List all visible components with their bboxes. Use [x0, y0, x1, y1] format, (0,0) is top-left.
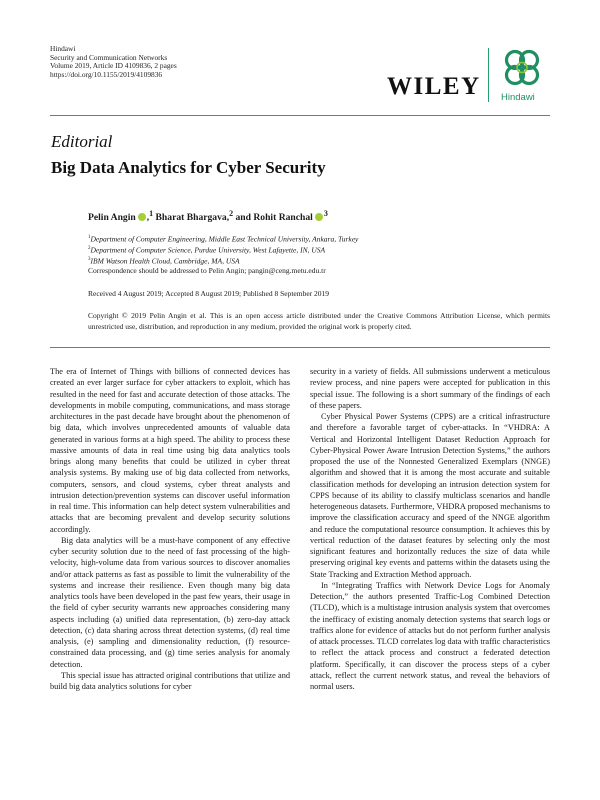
affiliation-mark: 3 — [88, 257, 91, 263]
body-paragraph: This special issue has attracted original contributions that utilize and build big data analytics solutions for cyber — [50, 670, 290, 691]
affiliation-mark: 2 — [88, 246, 91, 252]
affiliation-text: Department of Computer Science, Purdue University, West Lafayette, IN, USA — [90, 245, 326, 255]
affiliation-text: Department of Computer Engineering, Middle East Technical University, Ankara, Turkey — [90, 234, 359, 244]
body-paragraph: security in a variety of fields. All submissions underwent a meticulous review process, and nine papers were accepted for publication in this special issue. The following is a short summary of the findings of each of these papers. — [310, 367, 550, 410]
author-affiliation-mark: 1 — [149, 209, 154, 218]
section-label: Editorial — [51, 132, 113, 151]
author-name: Bharat Bhargava — [155, 212, 227, 224]
header-rule — [50, 115, 550, 116]
body-paragraph: Cyber Physical Power Systems (CPPS) are a critical infrastructure and therefore a favorable target of cyber-attacks. In “VHDRA: A Vertical and Horizontal Intelligent Dataset Reduction Approach for Cyber-Physical Power Aware Intrusion Detection Systems,” the authors proposed the use of the Nonnested Generalized Exemplars (NNGE) algorithm and showed that it is among the most accurate and suitable classification methods for developing an intrusion detection system for CPPS because of its ability to classify multiclass scenarios and handle heterogeneous datasets. Furthermore, VHDRA proposed mechanisms to improve the classification accuracy and speed of the NNGE algorithm and reduce the computational resource consumption. It achieves this by vertical reduction of the dataset features by selecting only the most significant features and horizontally reduces the size of data while preserving original key events and patterns within the datasets using the State Tracking and Extraction Method approach. — [310, 412, 550, 579]
author-name: Rohit Ranchal — [253, 212, 313, 224]
author-affiliation-mark: 2 — [229, 209, 234, 218]
body-paragraph: The era of Internet of Things with billions of connected devices has created an ever larger surface for cyber attackers to exploit, which has resulted in the need for fast and accurate detection of those attacks. The developments in mobile computing, communications, and mass storage architectures in the past decade have brought about the phenomenon of big data, which involves unprecedented amounts of valuable data generated in various forms at a high speed. The ability to process these massive amounts of data in real time using big data analytics tools brings along many benefits that could be utilized in cyber threat analysis systems. By making use of big data collected from networks, computers, sensors, and cloud systems, cyber threat analysts and intrusion detection/prevention systems can discover useful information in real time. This information can help detect system vulnerabilities and attacks that are becoming prevalent and develop security solutions accordingly. — [50, 367, 290, 534]
body-paragraph: Big data analytics will be a must-have component of any effective cyber security solution due to the need of fast processing of the high-velocity, high-volume data from various sources to discover anomalies and/or attack patterns as fast as possible to limit the vulnerability of the systems and increase their resilience. Even though many big data analytics tools have been developed in the past few years, their usage in the field of cyber security warrants new approaches considering many aspects including (a) unified data representation, (b) zero-day attack detection, (c) data sharing across threat detection systems, (d) real time analysis, (e) sampling and dimensionality reduction, (f) resource-constrained data processing, and (g) time series analysis for anomaly detection. — [50, 535, 290, 669]
body-column-right — [310, 366, 550, 692]
body-column-left — [50, 366, 290, 692]
wiley-logo: WILEY — [387, 73, 481, 100]
body-paragraph: In “Integrating Traffics with Network Device Logs for Anomaly Detection,” the authors presented Traffic-Log Combined Detection (TLCD), which is a multistage intrusion analysis system that overcomes the inefficacy of existing anomaly detection systems that search logs or traffics alone for evidence of attacks but do not perform further analysis of attack processes. TLCD correlates log data with traffic characteristics to reflect the attack process and construct a federated detection platform. Specifically, it can discover the process steps of a cyber attack, reflect the current network status, and reveal the behaviors of normal users. — [310, 580, 550, 691]
journal-publisher: Hindawi — [50, 44, 76, 53]
affiliation-mark: 1 — [88, 235, 91, 240]
affiliation-item — [88, 244, 358, 255]
article-title: Big Data Analytics for Cyber Security — [51, 158, 326, 177]
journal-info — [50, 45, 177, 79]
logo-divider — [488, 48, 489, 102]
body-rule — [50, 347, 550, 348]
author-affiliation-mark: 3 — [323, 209, 328, 218]
correspondence-line: Correspondence should be addressed to Pelin Angin; pangin@ceng.metu.edu.tr — [88, 266, 326, 275]
affiliation-item — [88, 255, 358, 266]
journal-name: Security and Communication Networks — [50, 52, 168, 62]
dates-line: Received 4 August 2019; Accepted 8 August 2019; Published 8 September 2019 — [88, 289, 330, 298]
journal-volume: Volume 2019, Article ID 4109836, 2 pages — [50, 61, 177, 71]
affiliation-item — [88, 233, 358, 244]
hindawi-logo-text: Hindawi — [501, 92, 535, 103]
affiliation-text: IBM Watson Health Cloud, Cambridge, MA, USA — [90, 256, 240, 266]
journal-doi[interactable]: https://doi.org/10.1155/2019/4109836 — [50, 69, 163, 79]
author-line: Pelin Angin ,$^1$ Bharat Bhargava,$^2$ and Rohit Ranchal $^3$ — [88, 209, 328, 224]
orcid-icon[interactable] — [138, 213, 146, 221]
author-name: Pelin Angin — [88, 212, 136, 224]
copyright-notice: Copyright © 2019 Pelin Angin et al. This is an open access article distributed under the Creative Commons Attribution License, which permits unrestricted use, distribution, and reproduction in any medium, provided the original work is properly cited. — [88, 311, 550, 331]
orcid-icon[interactable] — [315, 213, 323, 221]
affiliations — [88, 233, 358, 267]
hindawi-logo-icon — [502, 48, 542, 88]
